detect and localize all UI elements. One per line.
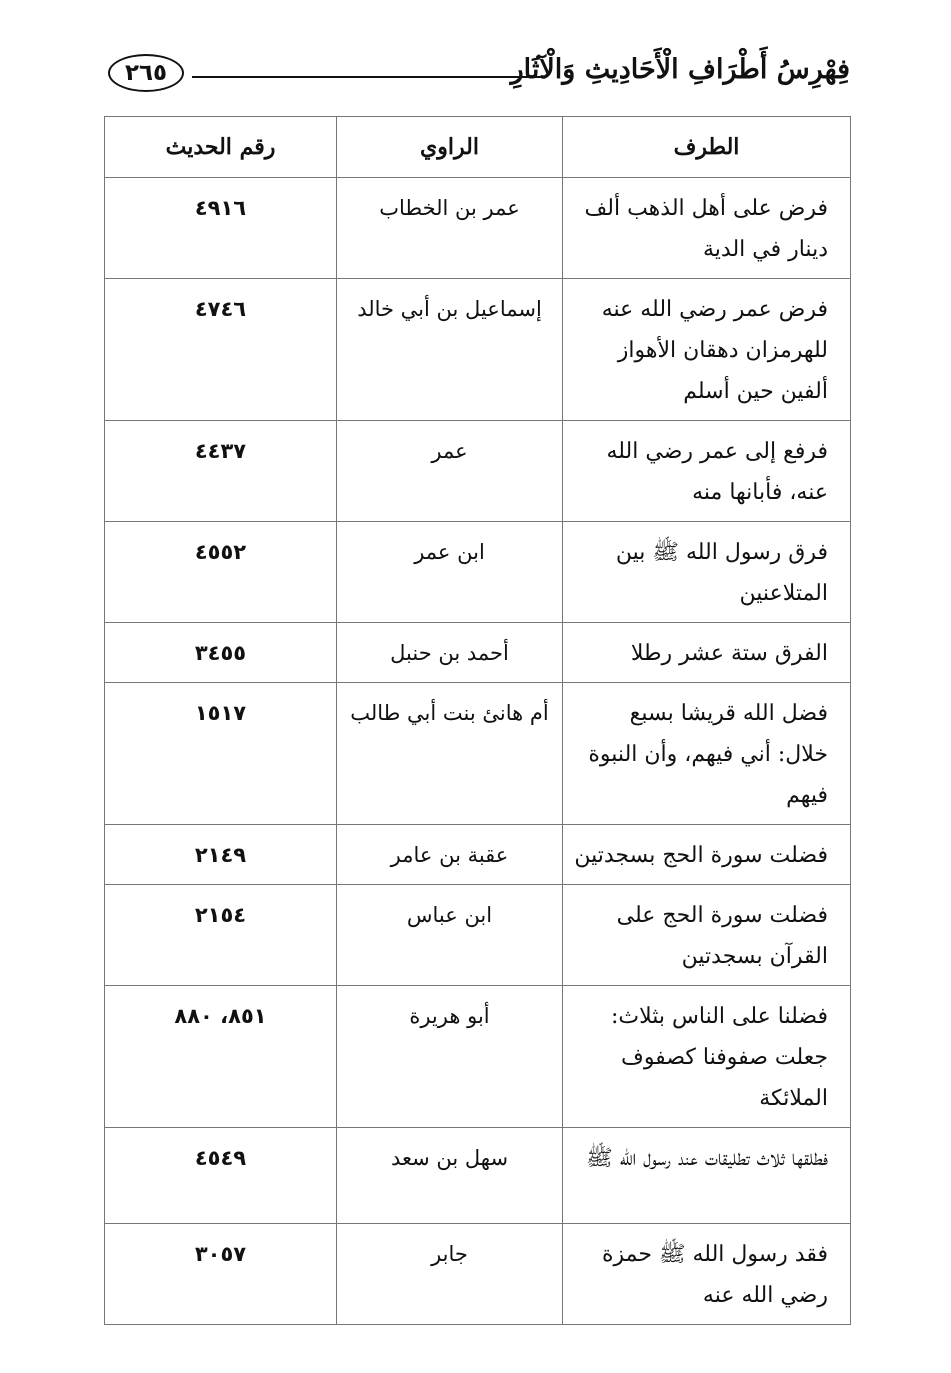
rawi-cell: ابن عباس (337, 885, 563, 986)
rawi-cell: عقبة بن عامر (337, 825, 563, 885)
tarf-cell: فطلقها ثلاث تطليقات عند رسول الله ﷺ (563, 1128, 851, 1224)
tarf-cell: فقد رسول الله ﷺ حمزة رضي الله عنه (563, 1224, 851, 1325)
rawi-cell: ابن عمر (337, 522, 563, 623)
rawi-cell: إسماعيل بن أبي خالد (337, 279, 563, 421)
hadith-number-cell: ٢١٤٩ (105, 825, 337, 885)
table-row (105, 279, 851, 421)
table-row (105, 421, 851, 522)
table-row (105, 1128, 851, 1224)
tarf-cell: فضلنا على الناس بثلاث: جعلت صفوفنا كصفوف الملائكة (563, 986, 851, 1128)
table-row (105, 178, 851, 279)
hadith-number-cell: ٤٥٤٩ (105, 1128, 337, 1224)
tarf-cell: فضل الله قريشا بسبع خلال: أني فيهم، وأن النبوة فيهم (563, 683, 851, 825)
tarf-cell: فرض عمر رضي الله عنه للهرمزان دهقان الأهواز ألفين حين أسلم (563, 279, 851, 421)
table-row (105, 986, 851, 1128)
rawi-cell: أم هانئ بنت أبي طالب (337, 683, 563, 825)
rawi-cell: عمر (337, 421, 563, 522)
header-rule (192, 76, 544, 78)
column-header-hadith-number: رقم الحديث (105, 117, 337, 178)
hadith-index-table (104, 116, 851, 1325)
tarf-cell: فضلت سورة الحج على القرآن بسجدتين (563, 885, 851, 986)
hadith-number-cell: ١٥١٧ (105, 683, 337, 825)
hadith-number-cell: ٤٩١٦ (105, 178, 337, 279)
hadith-number-cell: ٣٤٥٥ (105, 623, 337, 683)
rawi-cell: جابر (337, 1224, 563, 1325)
tarf-cell: الفرق ستة عشر رطلا (563, 623, 851, 683)
hadith-number-cell: ٤٤٣٧ (105, 421, 337, 522)
table-row (105, 522, 851, 623)
hadith-number-cell: ٨٥١، ٨٨٠ (105, 986, 337, 1128)
table-header-row (105, 117, 851, 178)
rawi-cell: عمر بن الخطاب (337, 178, 563, 279)
page-title: فِهْرِسُ أَطْرَافِ الْأَحَادِيثِ وَالْآثَارِ (510, 54, 850, 85)
column-header-tarf: الطرف (563, 117, 851, 178)
table-row (105, 1224, 851, 1325)
tarf-cell: فرفع إلى عمر رضي الله عنه، فأبانها منه (563, 421, 851, 522)
table-row (105, 825, 851, 885)
rawi-cell: أحمد بن حنبل (337, 623, 563, 683)
column-header-rawi: الراوي (337, 117, 563, 178)
page-header (108, 48, 850, 104)
rawi-cell: سهل بن سعد (337, 1128, 563, 1224)
page-number-badge: ٢٦٥ (108, 54, 184, 92)
hadith-number-cell: ٢١٥٤ (105, 885, 337, 986)
table-row (105, 885, 851, 986)
hadith-number-cell: ٣٠٥٧ (105, 1224, 337, 1325)
tarf-cell: فرق رسول الله ﷺ بين المتلاعنين (563, 522, 851, 623)
hadith-number-cell: ٤٥٥٢ (105, 522, 337, 623)
tarf-cell: فرض على أهل الذهب ألف دينار في الدية (563, 178, 851, 279)
rawi-cell: أبو هريرة (337, 986, 563, 1128)
tarf-cell: فضلت سورة الحج بسجدتين (563, 825, 851, 885)
table-row (105, 683, 851, 825)
table-row (105, 623, 851, 683)
hadith-number-cell: ٤٧٤٦ (105, 279, 337, 421)
